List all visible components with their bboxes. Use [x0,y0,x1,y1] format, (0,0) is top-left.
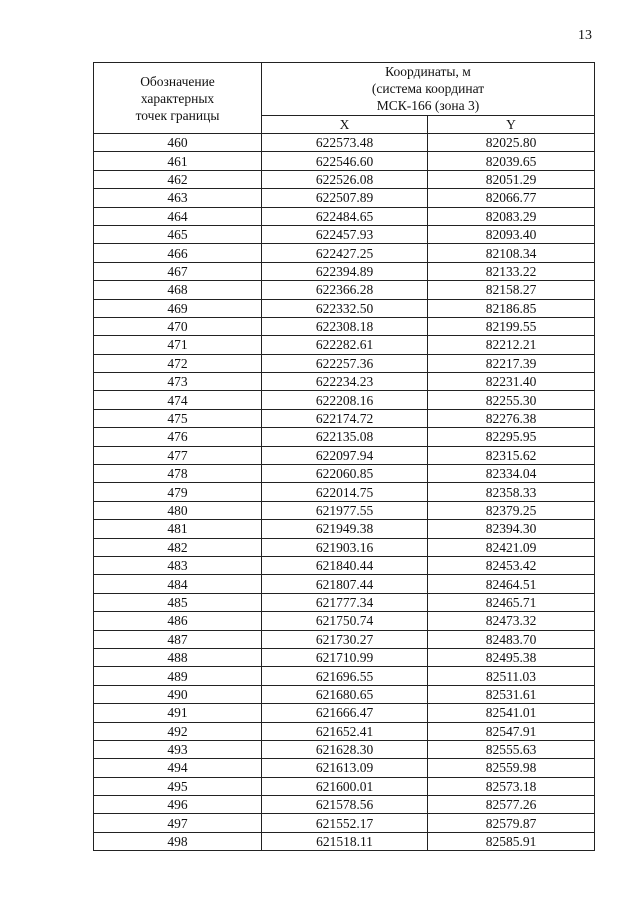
y-coordinate-cell: 82066.77 [428,189,595,207]
header-x: X [262,115,428,133]
table-row [94,281,595,299]
x-coordinate-cell: 622546.60 [262,152,428,170]
table-row [94,704,595,722]
x-coordinate-cell: 622060.85 [262,465,428,483]
point-id-cell: 475 [94,409,262,427]
y-coordinate-cell: 82579.87 [428,814,595,832]
x-coordinate-cell: 622097.94 [262,446,428,464]
x-coordinate-cell: 621600.01 [262,777,428,795]
y-coordinate-cell: 82231.40 [428,373,595,391]
y-coordinate-cell: 82559.98 [428,759,595,777]
x-coordinate-cell: 622366.28 [262,281,428,299]
table-row [94,428,595,446]
table-row [94,777,595,795]
y-coordinate-cell: 82531.61 [428,685,595,703]
y-coordinate-cell: 82199.55 [428,317,595,335]
y-coordinate-cell: 82093.40 [428,225,595,243]
y-coordinate-cell: 82133.22 [428,262,595,280]
point-id-cell: 485 [94,593,262,611]
y-coordinate-cell: 82295.95 [428,428,595,446]
point-id-cell: 464 [94,207,262,225]
point-id-cell: 468 [94,281,262,299]
table-row [94,465,595,483]
x-coordinate-cell: 622174.72 [262,409,428,427]
table-row [94,593,595,611]
x-coordinate-cell: 622427.25 [262,244,428,262]
point-id-cell: 469 [94,299,262,317]
x-coordinate-cell: 622257.36 [262,354,428,372]
y-coordinate-cell: 82255.30 [428,391,595,409]
x-coordinate-cell: 621552.17 [262,814,428,832]
y-coordinate-cell: 82585.91 [428,832,595,850]
y-coordinate-cell: 82158.27 [428,281,595,299]
point-id-cell: 478 [94,465,262,483]
x-coordinate-cell: 622507.89 [262,189,428,207]
table-row [94,556,595,574]
table-row [94,152,595,170]
x-coordinate-cell: 621840.44 [262,556,428,574]
y-coordinate-cell: 82464.51 [428,575,595,593]
y-coordinate-cell: 82358.33 [428,483,595,501]
point-id-cell: 483 [94,556,262,574]
point-id-cell: 473 [94,373,262,391]
point-id-cell: 480 [94,501,262,519]
x-coordinate-cell: 621652.41 [262,722,428,740]
y-coordinate-cell: 82039.65 [428,152,595,170]
table-row [94,299,595,317]
x-coordinate-cell: 622014.75 [262,483,428,501]
header-designation [94,63,262,134]
header-coordinates [262,63,595,116]
y-coordinate-cell: 82051.29 [428,170,595,188]
table-row [94,722,595,740]
table-row [94,501,595,519]
point-id-cell: 479 [94,483,262,501]
point-id-cell: 482 [94,538,262,556]
table-row [94,612,595,630]
y-coordinate-cell: 82083.29 [428,207,595,225]
y-coordinate-cell: 82465.71 [428,593,595,611]
point-id-cell: 488 [94,648,262,666]
x-coordinate-cell: 621518.11 [262,832,428,850]
y-coordinate-cell: 82025.80 [428,134,595,152]
table-row [94,317,595,335]
point-id-cell: 495 [94,777,262,795]
point-id-cell: 477 [94,446,262,464]
table-row [94,134,595,152]
x-coordinate-cell: 621903.16 [262,538,428,556]
table-row [94,483,595,501]
x-coordinate-cell: 622332.50 [262,299,428,317]
x-coordinate-cell: 621949.38 [262,520,428,538]
x-coordinate-cell: 622526.08 [262,170,428,188]
point-id-cell: 484 [94,575,262,593]
header-designation-line: точек границы [135,107,220,123]
x-coordinate-cell: 621680.65 [262,685,428,703]
table-row [94,354,595,372]
y-coordinate-cell: 82108.34 [428,244,595,262]
x-coordinate-cell: 622573.48 [262,134,428,152]
point-id-cell: 463 [94,189,262,207]
table-row [94,244,595,262]
table-row [94,446,595,464]
point-id-cell: 466 [94,244,262,262]
x-coordinate-cell: 622308.18 [262,317,428,335]
header-coordinates-line: МСК-166 (зона 3) [376,98,480,114]
x-coordinate-cell: 621977.55 [262,501,428,519]
y-coordinate-cell: 82573.18 [428,777,595,795]
x-coordinate-cell: 622484.65 [262,207,428,225]
table-row [94,667,595,685]
point-id-cell: 460 [94,134,262,152]
point-id-cell: 472 [94,354,262,372]
y-coordinate-cell: 82473.32 [428,612,595,630]
point-id-cell: 494 [94,759,262,777]
table-row [94,373,595,391]
header-designation-line: характерных [140,90,215,106]
x-coordinate-cell: 621710.99 [262,648,428,666]
y-coordinate-cell: 82547.91 [428,722,595,740]
table-row [94,409,595,427]
x-coordinate-cell: 621730.27 [262,630,428,648]
header-coordinates-line: Координаты, м [385,64,471,80]
x-coordinate-cell: 621613.09 [262,759,428,777]
table-row [94,170,595,188]
x-coordinate-cell: 621750.74 [262,612,428,630]
table-row [94,189,595,207]
table-header [94,63,595,134]
y-coordinate-cell: 82394.30 [428,520,595,538]
x-coordinate-cell: 621628.30 [262,740,428,758]
table-body [94,134,595,851]
point-id-cell: 492 [94,722,262,740]
table-row [94,538,595,556]
x-coordinate-cell: 621578.56 [262,796,428,814]
point-id-cell: 489 [94,667,262,685]
y-coordinate-cell: 82334.04 [428,465,595,483]
point-id-cell: 476 [94,428,262,446]
coordinates-table [93,62,595,851]
table-row [94,262,595,280]
table-row [94,832,595,850]
point-id-cell: 491 [94,704,262,722]
point-id-cell: 474 [94,391,262,409]
y-coordinate-cell: 82453.42 [428,556,595,574]
point-id-cell: 465 [94,225,262,243]
y-coordinate-cell: 82511.03 [428,667,595,685]
point-id-cell: 471 [94,336,262,354]
x-coordinate-cell: 621696.55 [262,667,428,685]
point-id-cell: 467 [94,262,262,280]
point-id-cell: 487 [94,630,262,648]
x-coordinate-cell: 622282.61 [262,336,428,354]
y-coordinate-cell: 82315.62 [428,446,595,464]
table-row [94,685,595,703]
x-coordinate-cell: 622234.23 [262,373,428,391]
y-coordinate-cell: 82379.25 [428,501,595,519]
table-row [94,648,595,666]
point-id-cell: 486 [94,612,262,630]
y-coordinate-cell: 82186.85 [428,299,595,317]
x-coordinate-cell: 622208.16 [262,391,428,409]
x-coordinate-cell: 622394.89 [262,262,428,280]
x-coordinate-cell: 621777.34 [262,593,428,611]
page-number: 13 [578,28,592,43]
y-coordinate-cell: 82577.26 [428,796,595,814]
table-row [94,207,595,225]
header-designation-line: Обозначение [140,73,215,89]
table-row [94,336,595,354]
table-row [94,630,595,648]
table-row [94,391,595,409]
point-id-cell: 496 [94,796,262,814]
x-coordinate-cell: 622457.93 [262,225,428,243]
point-id-cell: 470 [94,317,262,335]
table-row [94,796,595,814]
point-id-cell: 498 [94,832,262,850]
header-y: Y [428,115,595,133]
y-coordinate-cell: 82217.39 [428,354,595,372]
y-coordinate-cell: 82276.38 [428,409,595,427]
point-id-cell: 497 [94,814,262,832]
y-coordinate-cell: 82212.21 [428,336,595,354]
x-coordinate-cell: 621666.47 [262,704,428,722]
table-row [94,740,595,758]
y-coordinate-cell: 82555.63 [428,740,595,758]
y-coordinate-cell: 82483.70 [428,630,595,648]
table-row [94,759,595,777]
y-coordinate-cell: 82421.09 [428,538,595,556]
table-row [94,520,595,538]
table-row [94,575,595,593]
point-id-cell: 481 [94,520,262,538]
point-id-cell: 461 [94,152,262,170]
point-id-cell: 490 [94,685,262,703]
y-coordinate-cell: 82541.01 [428,704,595,722]
x-coordinate-cell: 621807.44 [262,575,428,593]
table-row [94,814,595,832]
table-row [94,225,595,243]
point-id-cell: 462 [94,170,262,188]
y-coordinate-cell: 82495.38 [428,648,595,666]
point-id-cell: 493 [94,740,262,758]
x-coordinate-cell: 622135.08 [262,428,428,446]
header-coordinates-line: (система координат [371,81,485,97]
